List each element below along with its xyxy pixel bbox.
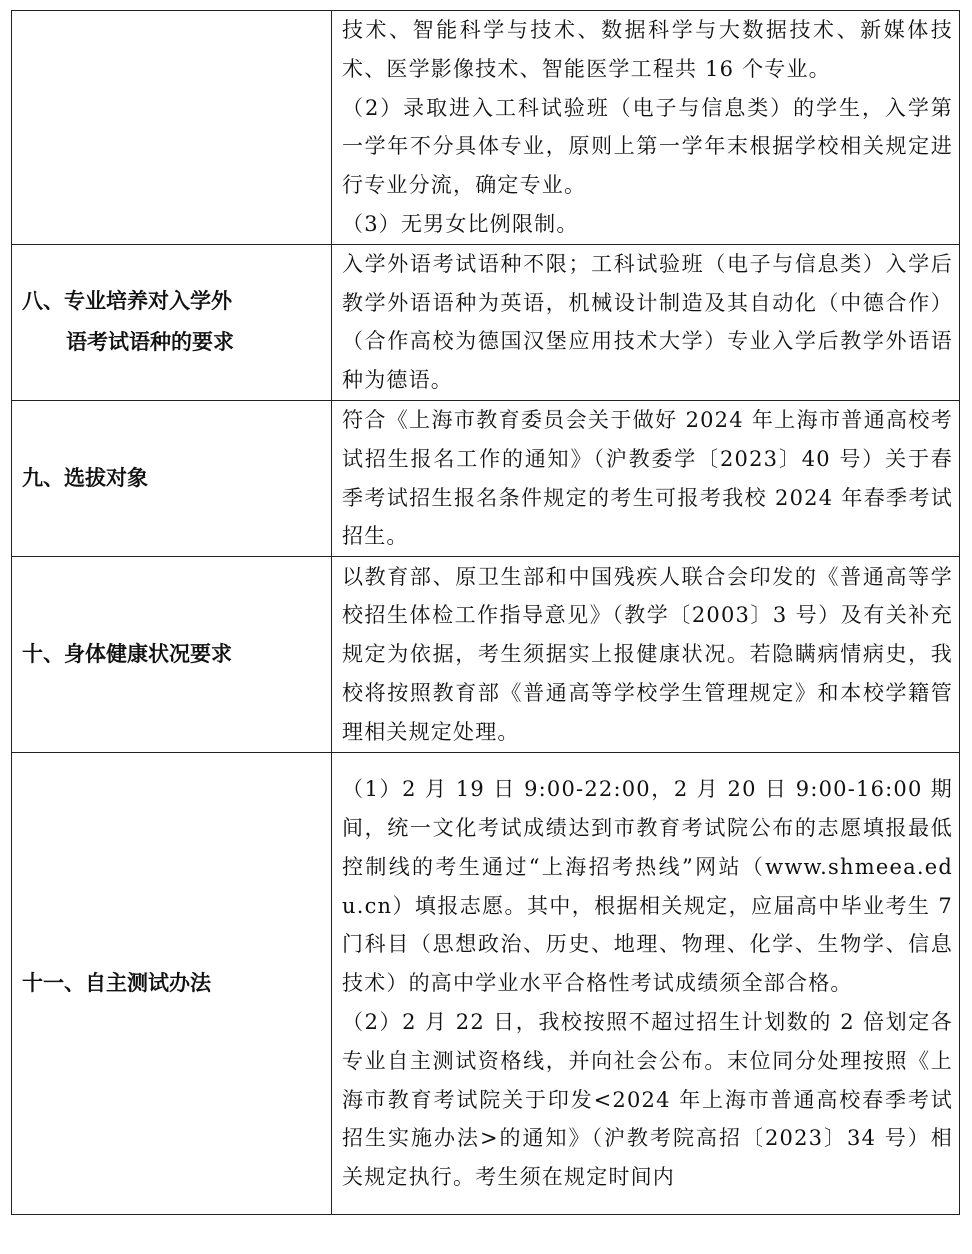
table-row-eligibility [12,400,960,556]
row-label-cell [12,557,332,753]
content-paragraph: 符合《上海市教育委员会关于做好 2024 年上海市普通高校考试招生报名工作的通知》（沪教委学〔2023〕40 号）关于春季考试招生报名条件规定的考生可报考我校 2024 年春季考试招生。 [342,407,953,549]
table-row-health-requirement [12,557,960,753]
table-row-test-method [12,753,960,1215]
content-paragraph: （3）无男女比例限制。 [342,211,579,236]
table-row-language-requirement [12,244,960,400]
table-row-continued [12,11,960,245]
admissions-info-table [11,10,960,1215]
row-content-cell [332,753,960,1215]
row-label-cell [12,753,332,1215]
content-paragraph: （2）录取进入工科试验班（电子与信息类）的学生，入学第一学年不分具体专业，原则上第一学年末根据学校相关规定进行专业分流，确定专业。 [342,95,953,198]
row-content-cell [332,244,960,400]
content-paragraph: （1）2 月 19 日 9:00-22:00，2 月 20 日 9:00-16:00 期间，统一文化考试成绩达到市教育考试院公布的志愿填报最低控制线的考生通过“上海招考热线”网站（www.shmeea.edu.cn）填报志愿。其中，根据相关规定，应届高中毕业考生 7 门科目（思想政治、历史、地理、物理、化学、生物学、信息技术）的高中学业水平合格性考试成绩须全部合格。 [342,777,953,996]
row-content-cell [332,11,960,245]
content-paragraph: 技术、智能科学与技术、数据科学与大数据技术、新媒体技术、医学影像技术、智能医学工程共 16 个专业。 [342,18,953,81]
row-label-line: 语考试语种的要求 [66,330,234,355]
row-label-cell [12,244,332,400]
content-paragraph: （2）2 月 22 日，我校按照不超过招生计划数的 2 倍划定各专业自主测试资格线，并向社会公布。末位同分处理按照《上海市教育考试院关于印发<2024 年上海市普通高校春季考试招生实施办法>的通知》（沪教考院高招〔2023〕34 号）相关规定执行。考生须在规定时间内 [342,1010,953,1190]
row-label-line: 八、专业培养对入学外 [22,289,232,314]
row-label: 十、身体健康状况要求 [22,642,232,667]
row-content-cell [332,557,960,753]
row-label: 十一、自主测试办法 [22,971,211,996]
row-label-cell [12,400,332,556]
content-paragraph: 以教育部、原卫生部和中国残疾人联合会印发的《普通高等学校招生体检工作指导意见》（教学〔2003〕3 号）及有关补充规定为依据，考生须据实上报健康状况。若隐瞒病情病史，我校将按照教育部《普通高等学校学生管理规定》和本校学籍管理相关规定处理。 [342,564,953,744]
content-paragraph: 入学外语考试语种不限；工科试验班（电子与信息类）入学后教学外语语种为英语，机械设计制造及其自动化（中德合作）（合作高校为德国汉堡应用技术大学）专业入学后教学外语语种为德语。 [342,251,953,393]
row-label-cell [12,11,332,245]
row-label: 九、选拔对象 [22,466,148,491]
row-content-cell [332,400,960,556]
